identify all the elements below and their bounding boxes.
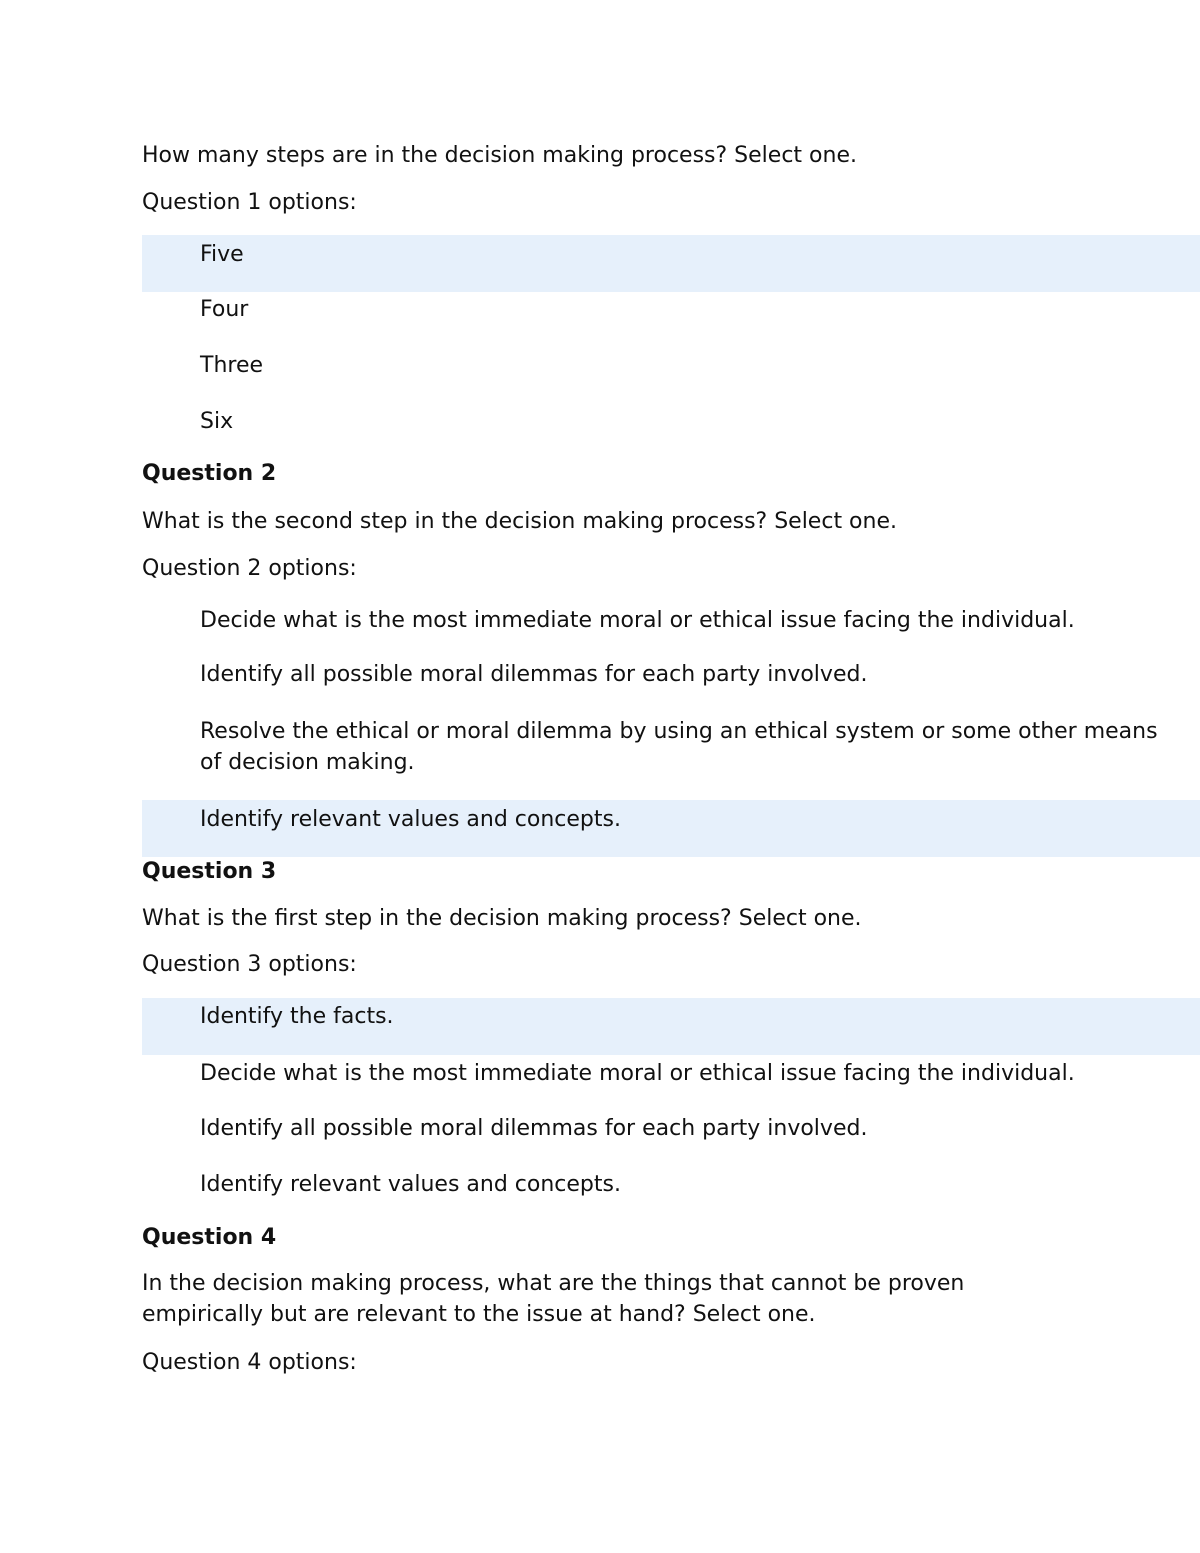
q3-option-2[interactable] xyxy=(142,1055,1200,1111)
q3-option-1[interactable] xyxy=(142,998,1200,1055)
option-label: Identify all possible moral dilemmas for each party involved. xyxy=(200,1116,868,1141)
q2-heading: Question 2 xyxy=(142,461,277,486)
option-label: Identify the facts. xyxy=(200,1004,394,1029)
q3-option-3[interactable] xyxy=(142,1111,1200,1167)
q3-heading: Question 3 xyxy=(142,859,277,884)
q2-option-3[interactable] xyxy=(142,713,1200,800)
q2-prompt: What is the second step in the decision making process? Select one. xyxy=(142,509,897,534)
q3-option-4[interactable] xyxy=(142,1167,1200,1221)
q2-options-label: Question 2 options: xyxy=(142,556,357,581)
option-label: Identify relevant values and concepts. xyxy=(200,1172,621,1197)
option-label: Decide what is the most immediate moral or ethical issue facing the individual. xyxy=(200,1061,1075,1086)
option-label: Resolve the ethical or moral dilemma by using an ethical system or some other means of decision making. xyxy=(200,719,1158,775)
q1-option-4[interactable] xyxy=(142,404,1200,456)
q2-option-4[interactable] xyxy=(142,800,1200,857)
option-label: Four xyxy=(200,297,249,322)
q2-option-2[interactable] xyxy=(142,657,1200,713)
option-label: Three xyxy=(200,353,264,378)
q3-prompt: What is the first step in the decision making process? Select one. xyxy=(142,906,862,931)
q4-options-label: Question 4 options: xyxy=(142,1350,357,1375)
q1-option-3[interactable] xyxy=(142,348,1200,404)
q1-option-2[interactable] xyxy=(142,292,1200,348)
option-label: Six xyxy=(200,409,234,434)
option-label: Decide what is the most immediate moral or ethical issue facing the individual. xyxy=(200,608,1075,633)
q3-options-label: Question 3 options: xyxy=(142,952,357,977)
option-label: Identify all possible moral dilemmas for each party involved. xyxy=(200,662,868,687)
q1-options-label: Question 1 options: xyxy=(142,190,357,215)
option-label: Identify relevant values and concepts. xyxy=(200,807,621,832)
q2-option-1[interactable] xyxy=(142,601,1200,657)
q1-option-1[interactable] xyxy=(142,235,1200,292)
q4-heading: Question 4 xyxy=(142,1225,277,1250)
option-label: Five xyxy=(200,242,244,267)
q1-prompt: How many steps are in the decision making process? Select one. xyxy=(142,143,857,168)
q4-prompt: In the decision making process, what are the things that cannot be proven empirically but are relevant to the issue at hand? Select one. xyxy=(142,1271,965,1327)
